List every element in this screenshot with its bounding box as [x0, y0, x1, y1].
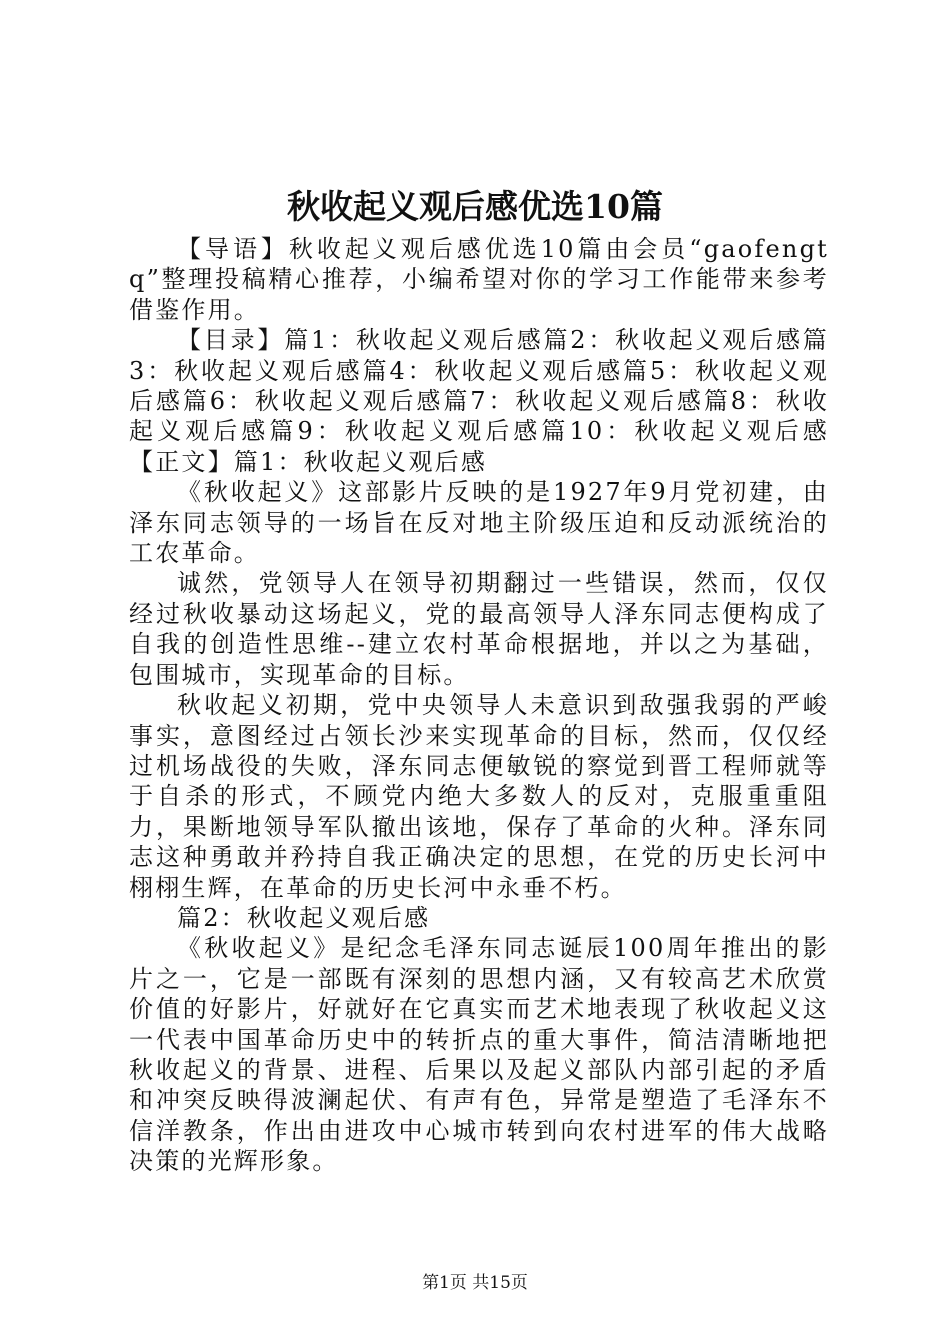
body-paragraph: 《秋收起义》这部影片反映的是1927年9月党初建，由泽东同志领导的一场旨在反对地主阶级压迫和反动派统治的工农革命。	[129, 478, 829, 568]
body-paragraph: 秋收起义初期，党中央领导人未意识到敌强我弱的严峻事实，意图经过占领长沙来实现革命的目标，然而，仅仅经过机场战役的失败，泽东同志便敏锐的察觉到晋工程师就等于自杀的形式，不顾党内绝大多数人的反对，克服重重阻力，果断地领导军队撤出该地，保存了革命的火种。泽东同志这种勇敢并矜持自我正确决定的思想，在党的历史长河中栩栩生辉，在革命的历史长河中永垂不朽。	[129, 691, 829, 902]
table-of-contents-paragraph: 【目录】篇1：秋收起义观后感篇2：秋收起义观后感篇3：秋收起义观后感篇4：秋收起义观后感篇5：秋收起义观后感篇6：秋收起义观后感篇7：秋收起义观后感篇8：秋收起义观后感篇9：秋收起义观后感篇10：秋收起义观后感【正文】篇1：秋收起义观后感	[129, 326, 829, 476]
document-title: 秋收起义观后感优选10篇	[287, 187, 663, 226]
body-paragraph: 诚然，党领导人在领导初期翻过一些错误，然而，仅仅经过秋收暴动这场起义，党的最高领导人泽东同志便构成了自我的创造性思维--建立农村革命根据地，并以之为基础，包围城市，实现革命的目标。	[129, 569, 829, 689]
intro-paragraph: 【导语】秋收起义观后感优选10篇由会员“gaofengtq”整理投稿精心推荐，小编希望对你的学习工作能带来参考借鉴作用。	[129, 235, 829, 324]
document-body	[129, 234, 829, 1177]
section-heading: 篇2：秋收起义观后感	[177, 903, 431, 932]
body-paragraph: 《秋收起义》是纪念毛泽东同志诞辰100周年推出的影片之一，它是一部既有深刻的思想内涵，又有较高艺术欣赏价值的好影片，好就好在它真实而艺术地表现了秋收起义这一代表中国革命历史中的转折点的重大事件，简洁清晰地把秋收起义的背景、进程、后果以及起义部队内部引起的矛盾和冲突反映得波澜起伏、有声有色，异常是塑造了毛泽东不信洋教条，作出由进攻中心城市转到向农村进军的伟大战略决策的光辉形象。	[129, 934, 829, 1176]
page-footer: 第1页 共15页	[422, 1273, 528, 1293]
